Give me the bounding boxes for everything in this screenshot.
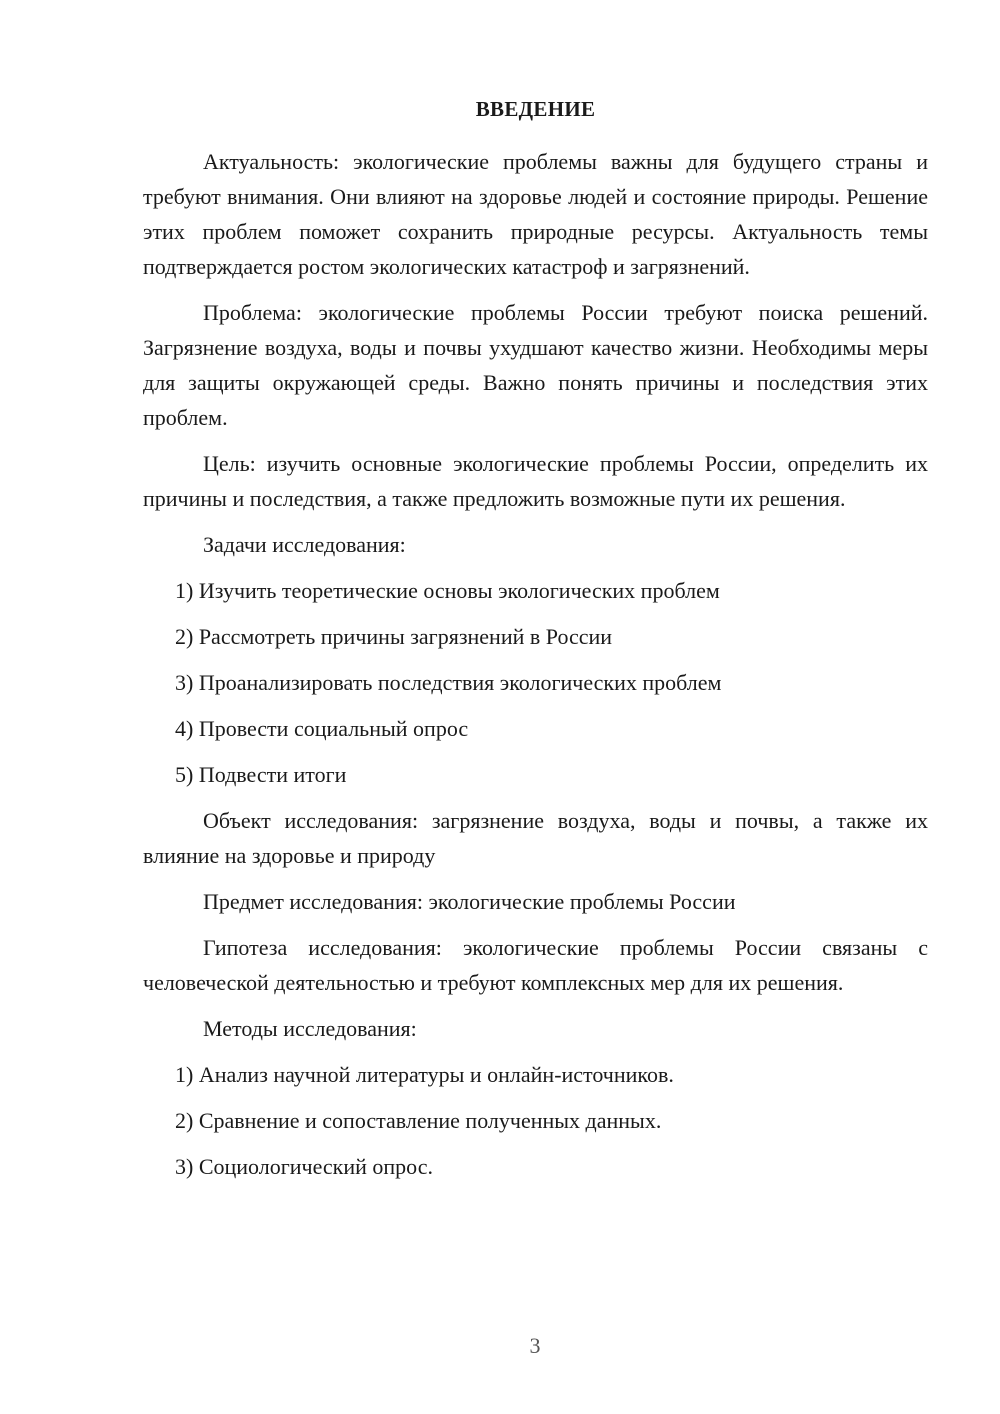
hypothesis-paragraph: Гипотеза исследования: экологические проблемы России связаны с человеческой деятельностью и требуют комплексных мер для их решения. <box>143 935 928 995</box>
problem-paragraph: Проблема: экологические проблемы России требуют поиска решений. Загрязнение воздуха, воды и почвы ухудшают качество жизни. Необходимы меры для защиты окружающей среды. Важно понять причины и последствия этих проблем. <box>143 300 928 430</box>
task-item: 5) Подвести итоги <box>175 762 347 787</box>
task-item: 2) Рассмотреть причины загрязнений в России <box>175 624 613 649</box>
page-number: 3 <box>529 1333 541 1358</box>
task-item: 1) Изучить теоретические основы экологических проблем <box>175 578 720 603</box>
tasks-heading: Задачи исследования: <box>203 532 406 557</box>
method-item: 1) Анализ научной литературы и онлайн-источников. <box>175 1062 674 1087</box>
method-item: 2) Сравнение и сопоставление полученных данных. <box>175 1108 662 1133</box>
goal-paragraph: Цель: изучить основные экологические проблемы России, определить их причины и последствия, а также предложить возможные пути их решения. <box>143 451 928 511</box>
method-item: 3) Социологический опрос. <box>175 1154 433 1179</box>
page-title: ВВЕДЕНИЕ <box>475 97 596 121</box>
subject-paragraph: Предмет исследования: экологические проблемы России <box>203 889 736 914</box>
task-item: 3) Проанализировать последствия экологических проблем <box>175 670 722 695</box>
task-item: 4) Провести социальный опрос <box>175 716 469 741</box>
relevance-paragraph: Актуальность: экологические проблемы важны для будущего страны и требуют внимания. Они влияют на здоровье людей и состояние природы. Решение этих проблем поможет сохранить природные ресурсы. Актуальность темы подтверждается ростом экологических катастроф и загрязнений. <box>143 149 928 279</box>
page-content <box>143 92 928 1195</box>
methods-heading: Методы исследования: <box>203 1016 417 1041</box>
object-paragraph: Объект исследования: загрязнение воздуха, воды и почвы, а также их влияние на здоровье и природу <box>143 808 928 868</box>
